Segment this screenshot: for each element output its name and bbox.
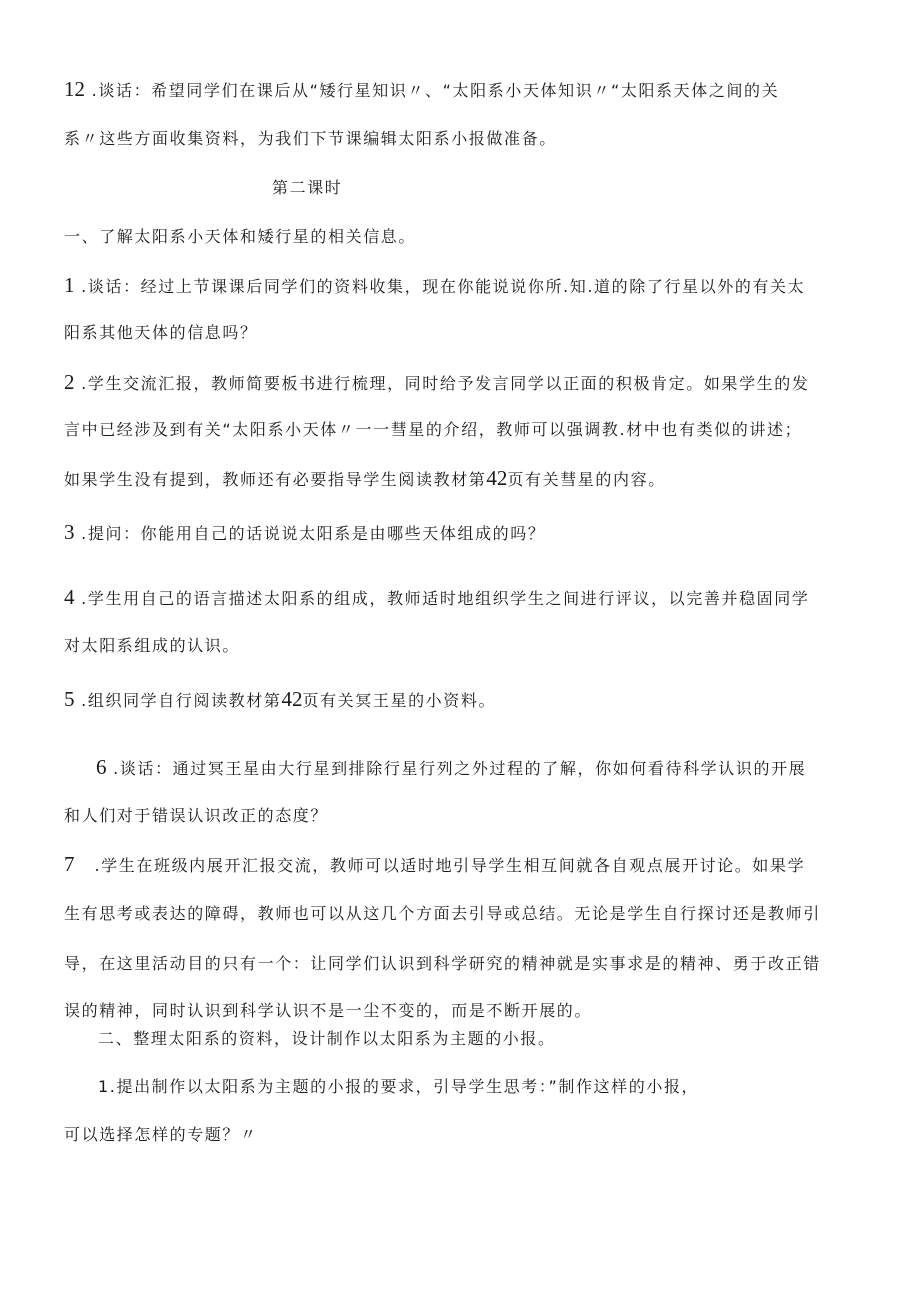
paragraph-3-line-1 [64,521,545,545]
paragraph-text: .谈话：通过冥王星由大行星到排除行星行列之外过程的了解，你如何看待科学认识的开展 [106,759,807,778]
paragraph-text: .学生在班级内展开汇报交流，教师可以适时地引导学生相互间就各自观点展开讨论。如果学 [94,856,806,875]
item-number: 7 [64,852,75,876]
paragraph-12-line-2: 系〃这些方面收集资料，为我们下节课编辑太阳系小报做准备。 [64,129,557,148]
paragraph-text: 页有关彗星的内容。 [507,470,666,489]
paragraph-text: .谈话：经过上节课课后同学们的资料收集，现在你能说说你所.知.道的除了行星以外的有关太 [74,277,806,296]
item-number: 12 [64,77,85,101]
paragraph-2-line-1 [64,371,809,395]
paragraph-5-line-1 [64,688,496,712]
paragraph-6-line-2: 和人们对于错误认识改正的态度？ [64,806,329,825]
subparagraph-1-line-2: 可以选择怎样的专题？〃 [64,1125,258,1144]
paragraph-6-line-1 [96,756,806,780]
section-1-heading: 一、了解太阳系小天体和矮行星的相关信息。 [64,227,417,246]
page-number: 42 [281,687,303,711]
paragraph-1-line-1 [64,274,805,298]
page-number: 42 [486,466,508,490]
item-number: 5 [64,687,75,711]
paragraph-4-line-1 [64,586,809,610]
paragraph-7-line-1 [64,853,805,877]
paragraph-7-line-2: 生有思考或表达的障碍，教师也可以从这几个方面去引导或总结。无论是学生自行探讨还是教师引 [64,904,821,923]
paragraph-text: 页有关冥王星的小资料。 [302,691,497,710]
item-number: 3 [64,520,75,544]
subparagraph-1-line-1: 1.提出制作以太阳系为主题的小报的要求，引导学生思考：”制作这样的小报， [98,1077,700,1096]
paragraph-text: .组织同学自行阅读教材第 [74,691,282,710]
paragraph-2-line-3 [64,467,666,491]
paragraph-7-line-4: 误的精神，同时认识到科学认识不是一尘不变的，而是不断开展的。 [64,1001,593,1020]
paragraph-2-line-2: 言中已经涉及到有关“太阳系小天体〃一一彗星的介绍，教师可以强调教.材中也有类似的讲述； [64,420,803,439]
paragraph-text: .学生用自己的语言描述太阳系的组成，教师适时地组织学生之间进行评议，以完善并稳固同学 [74,589,810,608]
item-number: 6 [96,755,107,779]
item-number: 4 [64,585,75,609]
paragraph-text: .提问：你能用自己的话说说太阳系是由哪些天体组成的吗？ [74,524,546,543]
paragraph-4-line-2: 对太阳系组成的认识。 [64,636,241,655]
item-number: 2 [64,370,75,394]
paragraph-text: 如果学生没有提到，教师还有必要指导学生阅读教材第 [64,470,487,489]
paragraph-text: .谈话：希望同学们在课后从“矮行星知识〃、“太阳系小天体知识〃“太阳系天体之间的关 [85,81,780,100]
lesson-title: 第二课时 [272,178,343,197]
paragraph-7-line-3: 导，在这里活动目的只有一个：让同学们认识到科学研究的精神就是实事求是的精神、勇于改正错 [64,954,821,973]
paragraph-12-line-1 [64,78,779,102]
paragraph-1-line-2: 阳系其他天体的信息吗？ [64,323,258,342]
item-number: 1 [64,273,75,297]
section-2-heading: 二、整理太阳系的资料，设计制作以太阳系为主题的小报。 [98,1029,556,1048]
paragraph-text: .学生交流汇报，教师简要板书进行梳理，同时给予发言同学以正面的积极肯定。如果学生的发 [74,374,810,393]
